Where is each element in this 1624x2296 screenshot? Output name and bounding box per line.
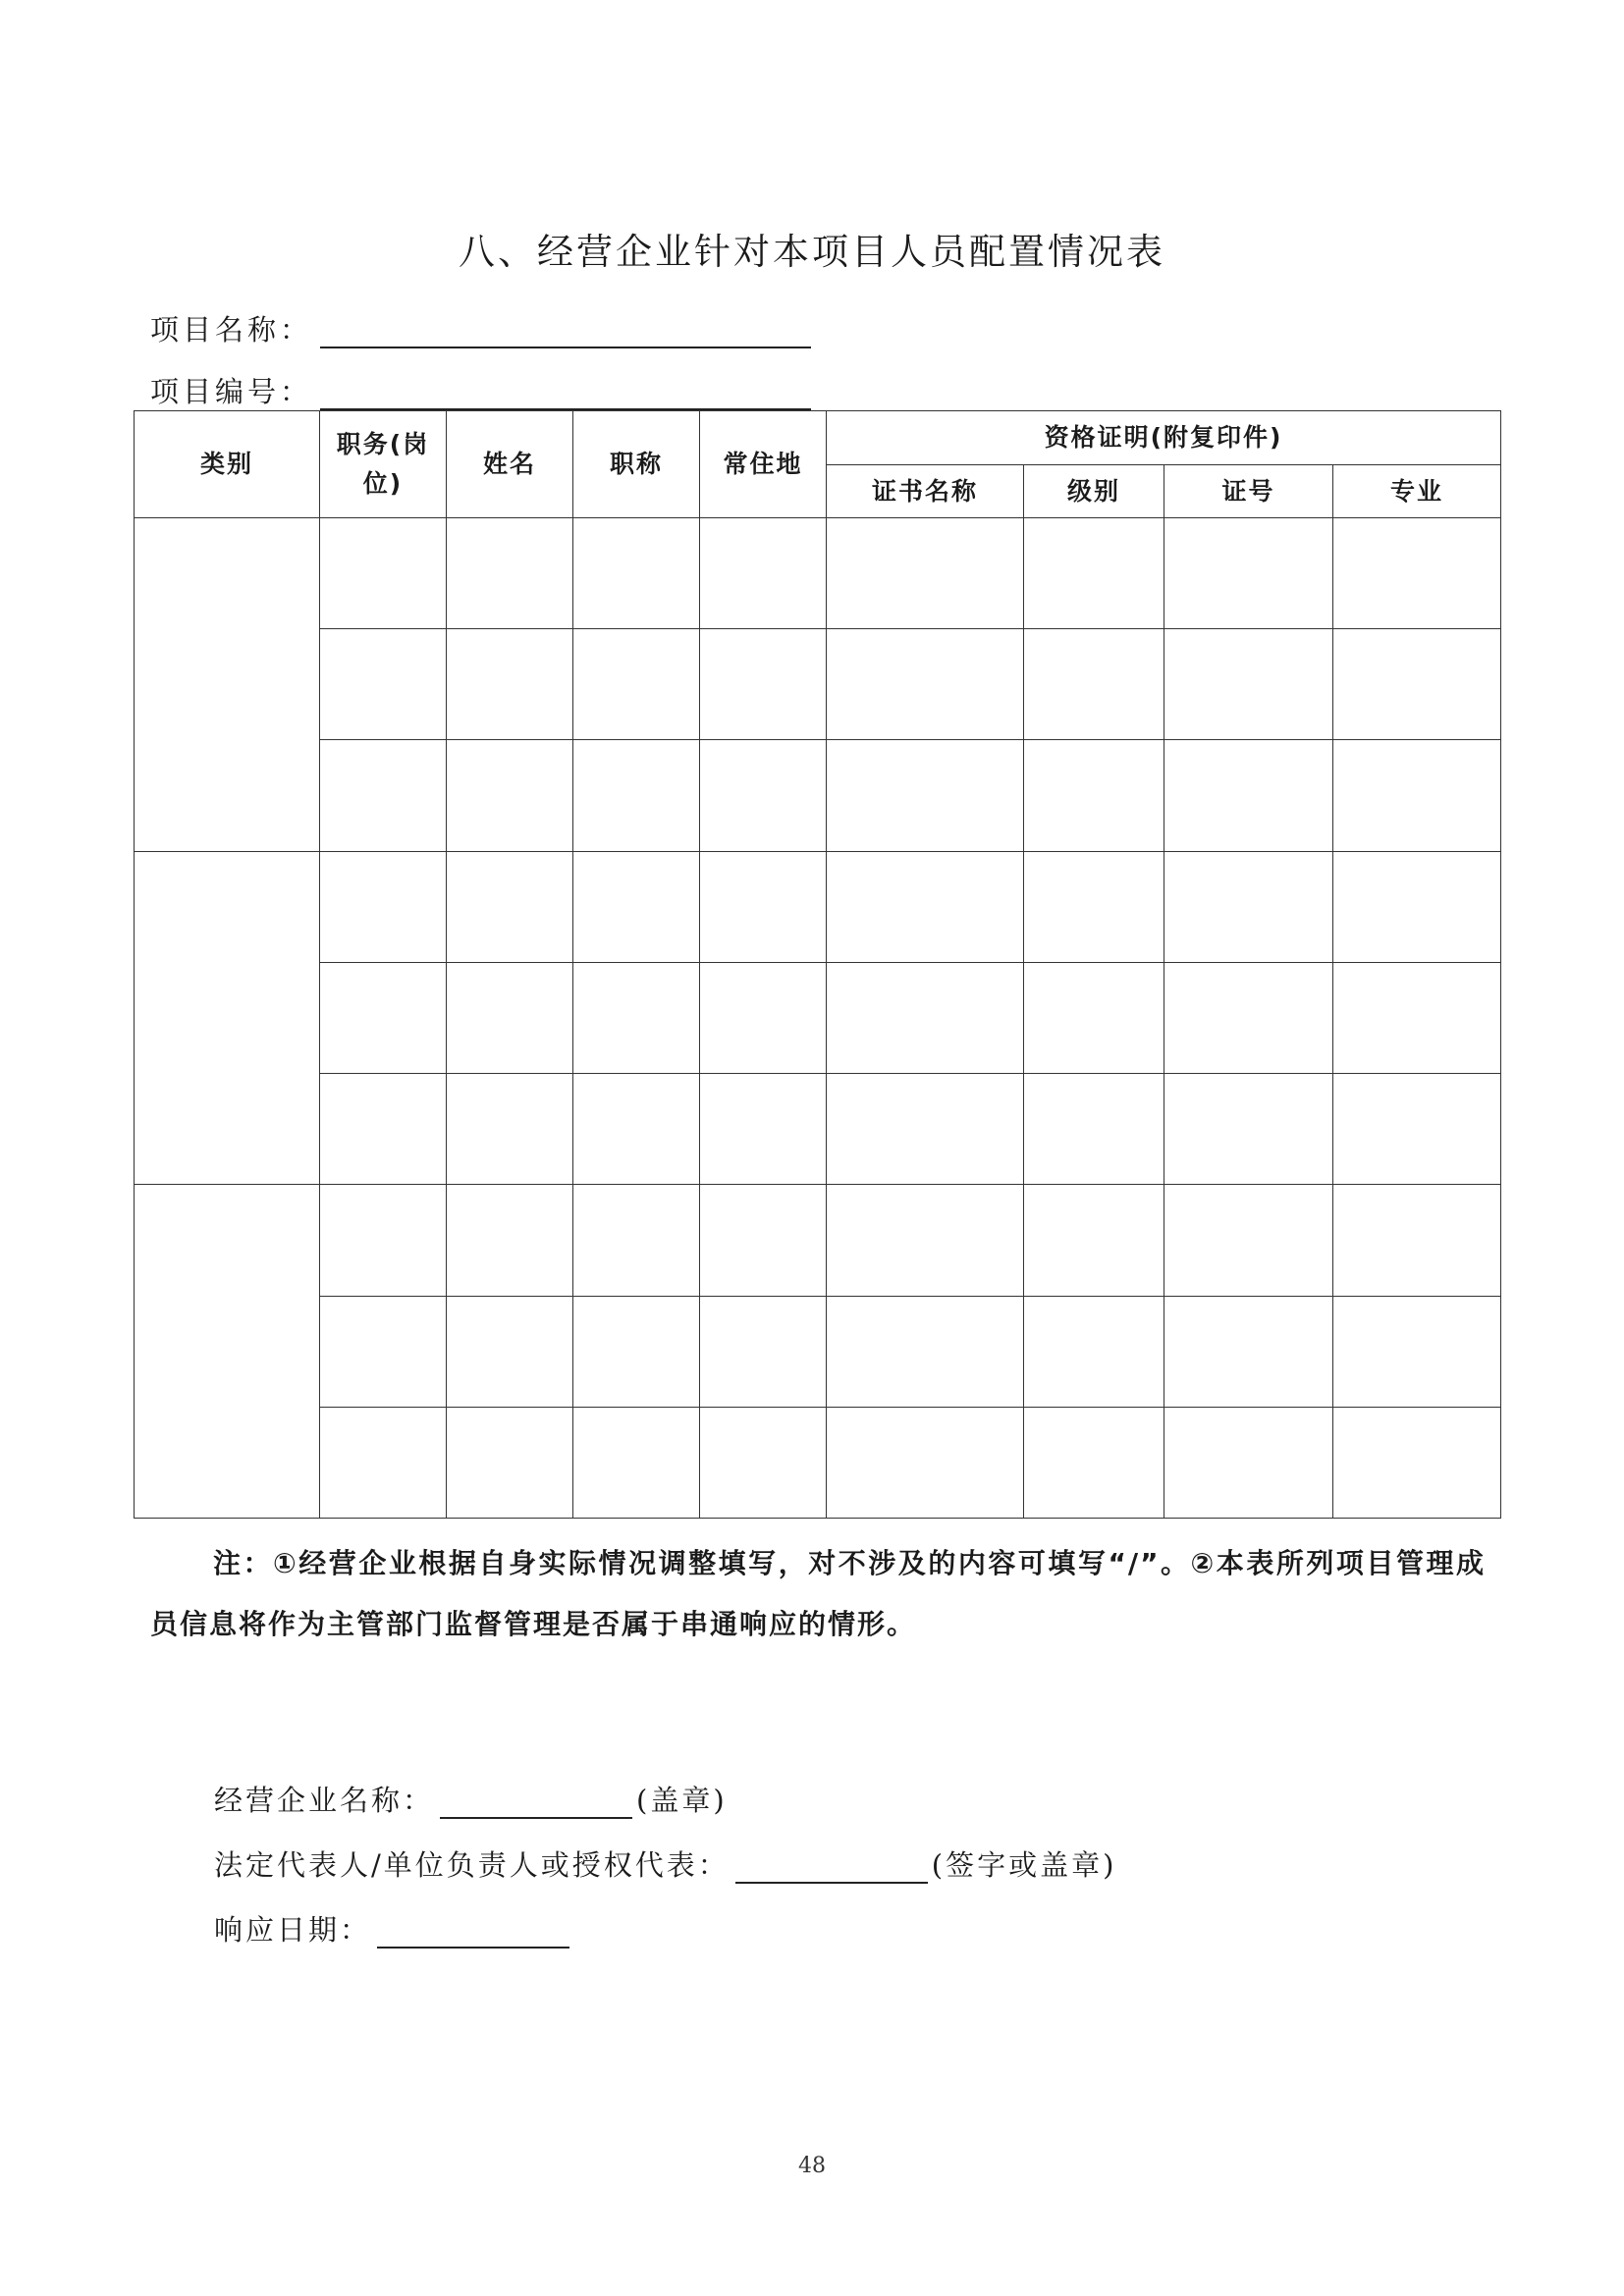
table-cell[interactable]	[573, 1407, 700, 1518]
table-cell[interactable]	[1024, 518, 1164, 629]
table-cell[interactable]	[827, 518, 1024, 629]
header-category: 类别	[135, 411, 320, 518]
personnel-table-body	[135, 518, 1501, 1519]
table-cell[interactable]	[1024, 629, 1164, 740]
table-cell[interactable]	[320, 962, 447, 1073]
table-row	[135, 1296, 1501, 1407]
table-cell[interactable]	[573, 1296, 700, 1407]
table-cell[interactable]	[1164, 1407, 1333, 1518]
company-name-field[interactable]	[440, 1788, 632, 1819]
table-cell[interactable]	[827, 1407, 1024, 1518]
table-cell[interactable]	[1164, 740, 1333, 851]
table-cell[interactable]	[827, 740, 1024, 851]
note-text: 注：①经营企业根据自身实际情况调整填写，对不涉及的内容可填写“/”。②本表所列项目管理成员信息将作为主管部门监督管理是否属于串通响应的情形。	[150, 1547, 1486, 1640]
project-number-label: 项目编号：	[150, 375, 313, 408]
table-cell[interactable]	[827, 851, 1024, 962]
table-cell[interactable]	[1333, 1296, 1501, 1407]
representative-label: 法定代表人/单位负责人或授权代表：	[214, 1848, 730, 1882]
header-residence: 常住地	[700, 411, 827, 518]
header-title: 职称	[573, 411, 700, 518]
table-cell[interactable]	[700, 1407, 827, 1518]
table-row	[135, 1407, 1501, 1518]
category-cell[interactable]	[135, 518, 320, 852]
table-cell[interactable]	[700, 740, 827, 851]
table-cell[interactable]	[1024, 740, 1164, 851]
header-position: 职务(岗位)	[320, 411, 447, 518]
project-name-label: 项目名称：	[150, 313, 313, 347]
table-cell[interactable]	[1024, 851, 1164, 962]
table-cell[interactable]	[1333, 629, 1501, 740]
table-cell[interactable]	[700, 962, 827, 1073]
table-cell[interactable]	[447, 740, 573, 851]
header-level: 级别	[1024, 465, 1164, 518]
company-name-label: 经营企业名称：	[214, 1784, 435, 1817]
table-cell[interactable]	[827, 1296, 1024, 1407]
header-qualification: 资格证明(附复印件)	[827, 411, 1501, 465]
table-cell[interactable]	[700, 518, 827, 629]
table-cell[interactable]	[573, 740, 700, 851]
table-cell[interactable]	[1164, 1074, 1333, 1185]
table-cell[interactable]	[320, 1074, 447, 1185]
company-stamp-note: (盖章)	[636, 1784, 728, 1817]
table-cell[interactable]	[1164, 851, 1333, 962]
table-cell[interactable]	[447, 1185, 573, 1296]
header-specialty: 专业	[1333, 465, 1501, 518]
table-cell[interactable]	[1164, 962, 1333, 1073]
table-cell[interactable]	[1164, 629, 1333, 740]
table-cell[interactable]	[827, 1185, 1024, 1296]
page-number: 48	[798, 2154, 826, 2178]
table-cell[interactable]	[573, 629, 700, 740]
table-cell[interactable]	[1333, 962, 1501, 1073]
table-row	[135, 740, 1501, 851]
project-name-row	[150, 308, 811, 348]
table-cell[interactable]	[1164, 1185, 1333, 1296]
personnel-table	[134, 410, 1501, 1519]
table-cell[interactable]	[700, 1185, 827, 1296]
table-cell[interactable]	[447, 1407, 573, 1518]
table-cell[interactable]	[1333, 518, 1501, 629]
company-signature-row	[214, 1779, 728, 1819]
table-cell[interactable]	[827, 629, 1024, 740]
table-row	[135, 1074, 1501, 1185]
table-cell[interactable]	[447, 1074, 573, 1185]
table-cell[interactable]	[700, 1296, 827, 1407]
project-name-field[interactable]	[320, 317, 811, 348]
table-row	[135, 962, 1501, 1073]
table-cell[interactable]	[827, 1074, 1024, 1185]
table-cell[interactable]	[1333, 1185, 1501, 1296]
response-date-label: 响应日期：	[214, 1913, 372, 1947]
category-cell[interactable]	[135, 851, 320, 1185]
representative-sign-note: (签字或盖章)	[931, 1848, 1117, 1882]
table-cell[interactable]	[1024, 1296, 1164, 1407]
table-cell[interactable]	[573, 962, 700, 1073]
table-cell[interactable]	[1333, 851, 1501, 962]
table-cell[interactable]	[320, 1185, 447, 1296]
table-cell[interactable]	[447, 518, 573, 629]
table-cell[interactable]	[320, 1296, 447, 1407]
project-number-field[interactable]	[320, 379, 811, 410]
table-cell[interactable]	[1024, 1185, 1164, 1296]
header-certificate-name: 证书名称	[827, 465, 1024, 518]
table-cell[interactable]	[827, 962, 1024, 1073]
table-row	[135, 851, 1501, 962]
table-cell[interactable]	[1164, 518, 1333, 629]
table-cell[interactable]	[320, 518, 447, 629]
table-cell[interactable]	[700, 851, 827, 962]
table-cell[interactable]	[700, 1074, 827, 1185]
table-cell[interactable]	[320, 851, 447, 962]
table-cell[interactable]	[1333, 1407, 1501, 1518]
response-date-field[interactable]	[377, 1917, 569, 1949]
table-cell[interactable]	[447, 962, 573, 1073]
table-cell[interactable]	[1024, 1407, 1164, 1518]
table-cell[interactable]	[700, 629, 827, 740]
representative-signature-row	[214, 1843, 1116, 1884]
table-cell[interactable]	[1333, 1074, 1501, 1185]
form-title: 八、经营企业针对本项目人员配置情况表	[459, 231, 1165, 273]
table-cell[interactable]	[1024, 962, 1164, 1073]
table-cell[interactable]	[573, 1074, 700, 1185]
table-cell[interactable]	[1024, 1074, 1164, 1185]
project-number-row	[150, 370, 811, 410]
table-cell[interactable]	[573, 851, 700, 962]
response-date-row	[214, 1908, 573, 1949]
representative-field[interactable]	[735, 1852, 928, 1884]
table-cell[interactable]	[320, 629, 447, 740]
table-cell[interactable]	[1333, 740, 1501, 851]
table-cell[interactable]	[447, 1296, 573, 1407]
category-cell[interactable]	[135, 1185, 320, 1519]
table-row	[135, 629, 1501, 740]
table-cell[interactable]	[447, 629, 573, 740]
table-row	[135, 1185, 1501, 1296]
header-certificate-number: 证号	[1164, 465, 1333, 518]
table-cell[interactable]	[573, 518, 700, 629]
table-cell[interactable]	[447, 851, 573, 962]
table-cell[interactable]	[573, 1185, 700, 1296]
table-cell[interactable]	[320, 1407, 447, 1518]
table-cell[interactable]	[1164, 1296, 1333, 1407]
table-row	[135, 518, 1501, 629]
table-cell[interactable]	[320, 740, 447, 851]
header-name: 姓名	[447, 411, 573, 518]
